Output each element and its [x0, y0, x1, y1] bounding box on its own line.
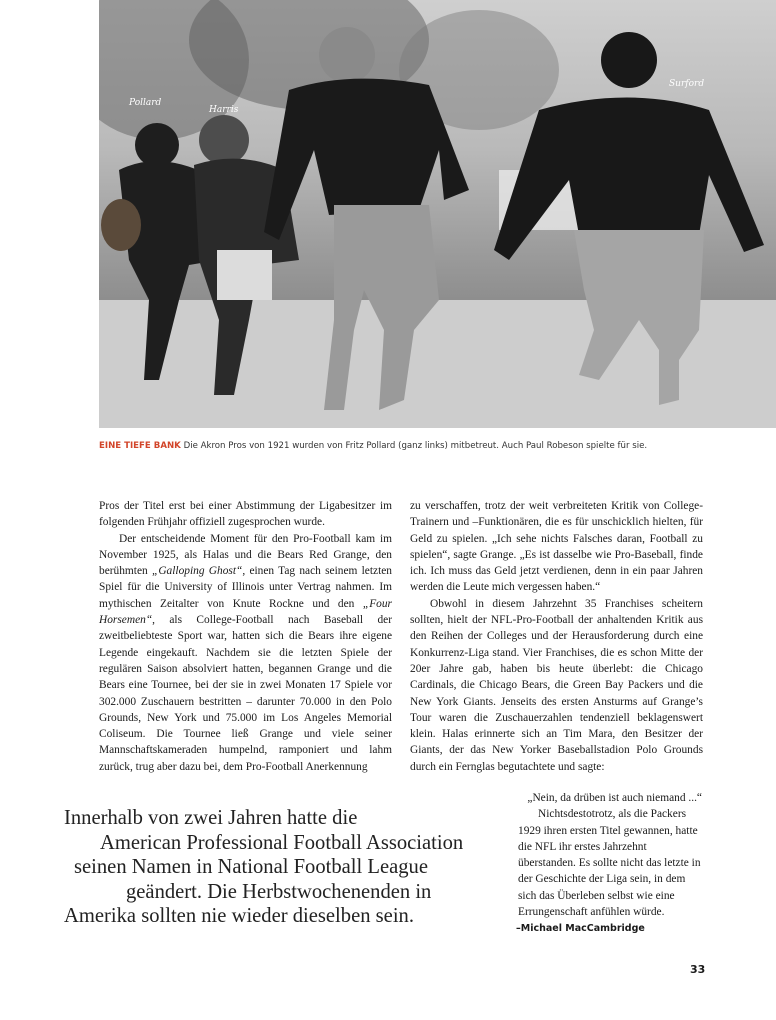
col2-paragraph-2: Obwohl in diesem Jahrzehnt 35 Franchises scheitern sollten, hielt der NFL-Pro-Football der anhaltenden Kritik aus den Reihen der Colleges und der Herausforderung durch eine Konkurrenz-Liga stand. Vier Franchises, die es schon Mitte der 20er Jahre gab, haben bis heute überlebt: die Chicago Cardinals, die Chicago Bears, die Green Bay Packers und die New York Giants. Jenseits des ersten Ansturms auf Grange’s Tour waren die Zuschauerzahlen tendenziell beklagenswert klein. Halas erinnerte sich an Tim Mara, den Besitzer der Giants, der das New Yorker Baseballstadion Polo Grounds durch ein Fernglas begutachtete und sagte: [410, 597, 703, 773]
pull-quote-line-5: Amerika sollten nie wieder dieselben sein. [64, 905, 414, 927]
historical-football-photo [99, 0, 776, 428]
photo-label-harris: Harris [209, 105, 239, 115]
caption-kicker: EINE TIEFE BANK [99, 441, 181, 451]
pull-quote-line-3: seinen Namen in National Football League [74, 856, 428, 878]
pull-quote-line-1: Innerhalb von zwei Jahren hatte die [64, 807, 358, 829]
photo-label-pollard: Pollard [129, 98, 162, 108]
page-number: 33 [690, 963, 706, 976]
caption-text: Die Akron Pros von 1921 wurden von Fritz Pollard (ganz links) mitbetreut. Auch Paul Robeson spielte für sie. [180, 441, 648, 451]
col1-paragraph-2: Der entscheidende Moment für den Pro-Football kam im November 1925, als Halas und die Bears Red Grange, den berühmten „Galloping Ghost“, einen Tag nach seinem letzten Spiel für die University of Illinois unter Vertrag nahmen. Im mythischen Zeitalter von Knute Rockne und den „Four Horsemen“, als College-Football nach Baseball der zweitbeliebteste Sport war, hatten sich die Bears ihre eigene Legende eingekauft. Nachdem sie die letzten Spiele der regulären Saison absolviert hatten, begannen Grange und die Bears eine Tournee, bei der sie in zwei Monaten 17 Spiele vor 302.000 Zuschauern bestritten – darunter 70.000 in den Polo Grounds, New York und 75.000 im Los Angeles Memorial Coliseum. Die Tournee ließ Grange und viele seiner Mannschaftskameraden humpelnd, ramponiert und lahm zurück, trug aber dazu bei, dem Pro-Football Anerkennung [99, 532, 392, 773]
photo-caption [99, 441, 759, 451]
mara-quote: „Nein, da drüben ist auch niemand ...“ [527, 792, 702, 804]
galloping-ghost-quote: „Galloping Ghost“ [151, 565, 243, 578]
pull-quote-line-2: American Professional Football Association [100, 831, 464, 854]
article-column-2 [410, 498, 703, 775]
pull-quote-line-4: geändert. Die Herbstwochenenden in [126, 880, 432, 903]
pull-quote [64, 806, 504, 929]
article-column-1 [99, 498, 392, 775]
col2-paragraph-1: zu verschaffen, trotz der weit verbreiteten Kritik von College-Trainern und –Funktionären, die es für unschicklich hielten, für Geld zu spielen. „Ich sehe nichts Falsches daran, Football zu spielen“, sagte Grange. „Es ist dasselbe wie Pro-Baseball, finde ich. Ich muss das Geld jetzt verdienen, denn in ein paar Jahren werden die Leute mich vergessen haben.“ [410, 500, 703, 594]
col1-paragraph-1: Pros der Titel erst bei einer Abstimmung der Ligabesitzer im folgenden Frühjahr offiziell zugesprochen wurde. [99, 500, 392, 529]
article-column-3 [518, 790, 702, 938]
photo-label-surford: Surford [669, 79, 705, 89]
col3-paragraph: Nichtsdestotrotz, als die Packers 1929 ihren ersten Titel gewannen, hatte die NFL ihr erstes Jahrzehnt überstanden. Es sollte nicht das letzte in der Geschichte der Liga sein, in dem sich das Überleben selbst wie eine Errungenschaft anfühlen würde. [518, 808, 701, 919]
author-byline: –Michael MacCambridge [516, 923, 645, 935]
four-horsemen-quote: „Four Horsemen“ [99, 597, 392, 627]
